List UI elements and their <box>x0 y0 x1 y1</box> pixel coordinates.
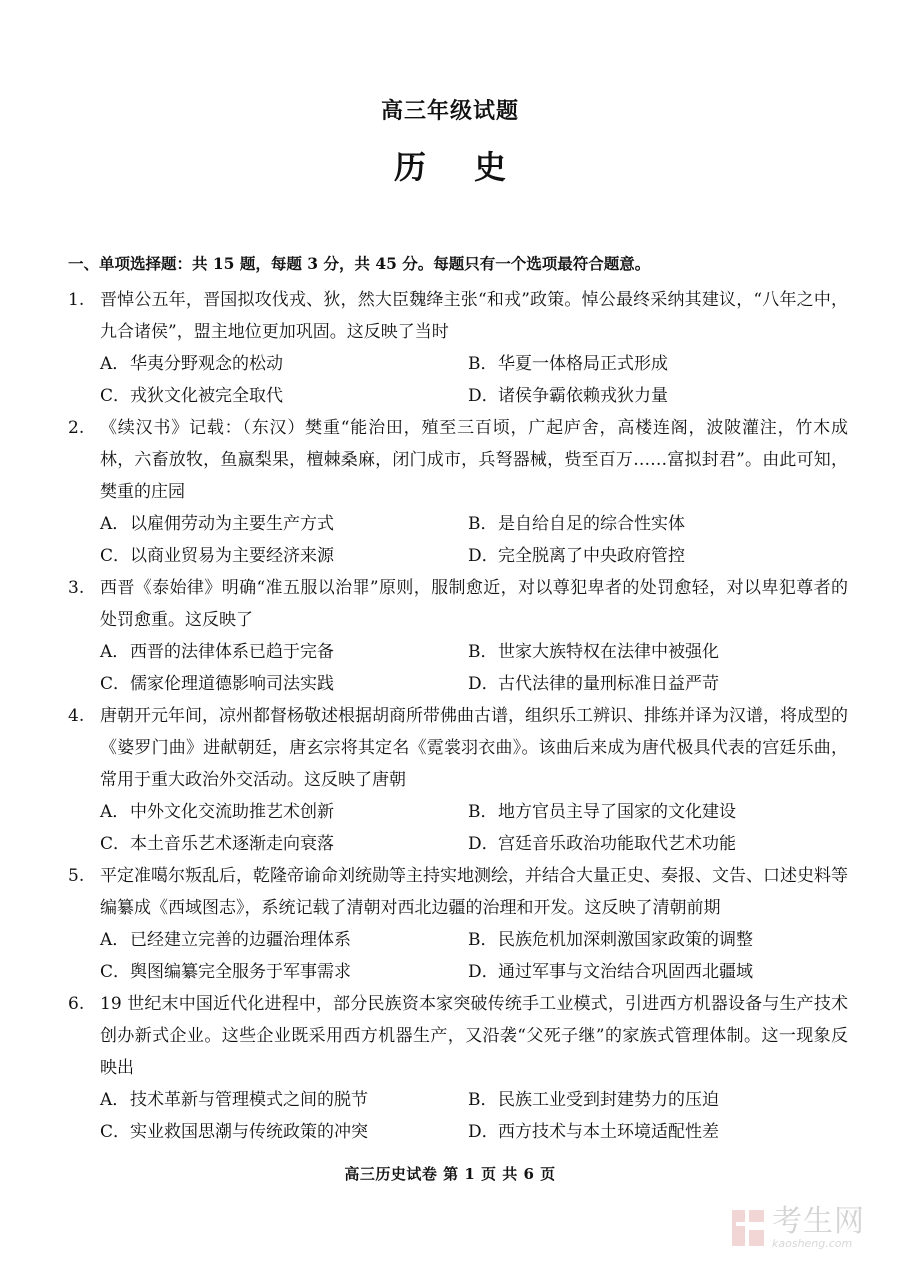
option-letter: D． <box>468 1122 499 1142</box>
option-c <box>100 956 468 988</box>
option-letter: C． <box>100 1122 131 1142</box>
option-list <box>68 636 848 700</box>
option-d <box>468 828 848 860</box>
option-letter: A． <box>100 930 130 950</box>
option-c <box>100 380 468 412</box>
option-text: 宫廷音乐政治功能取代艺术功能 <box>498 834 736 854</box>
option-b <box>468 636 848 668</box>
option-text: 古代法律的量刑标准日益严苛 <box>498 674 719 694</box>
question-stem <box>68 700 848 796</box>
option-a <box>100 924 468 956</box>
option-a <box>100 796 468 828</box>
question-1 <box>68 284 848 412</box>
question-stem <box>68 412 848 508</box>
question-text: 唐朝开元年间，凉州都督杨敬述根据胡商所带佛曲古谱，组织乐工辨识、排练并译为汉谱，将成型的《婆罗门曲》进献朝廷，唐玄宗将其定名《霓裳羽衣曲》。该曲后来成为唐代极具代表的宫廷乐曲，常用于重大政治外交活动。这反映了唐朝 <box>100 706 848 790</box>
option-letter: C． <box>100 674 131 694</box>
option-letter: A． <box>100 514 130 534</box>
option-list <box>68 508 848 572</box>
option-text: 以雇佣劳动为主要生产方式 <box>130 514 334 534</box>
option-letter: B． <box>468 514 498 534</box>
question-number: 3. <box>68 578 85 598</box>
question-2 <box>68 412 848 572</box>
option-a <box>100 348 468 380</box>
option-text: 是自给自足的综合性实体 <box>498 514 685 534</box>
question-number: 4. <box>68 706 85 726</box>
option-d <box>468 956 848 988</box>
option-letter: D． <box>468 386 499 406</box>
option-text: 中外文化交流助推艺术创新 <box>130 802 334 822</box>
option-d <box>468 668 848 700</box>
exam-subtitle: 高三年级试题 <box>380 98 519 124</box>
option-b <box>468 1084 848 1116</box>
question-number: 1. <box>68 290 85 310</box>
exam-title: 历史 <box>393 148 554 186</box>
option-text: 地方官员主导了国家的文化建设 <box>498 802 736 822</box>
option-a <box>100 508 468 540</box>
option-c <box>100 1116 468 1148</box>
option-list <box>68 796 848 860</box>
option-letter: C． <box>100 962 131 982</box>
option-text: 华夷分野观念的松动 <box>130 354 283 374</box>
option-list <box>68 348 848 412</box>
option-letter: A． <box>100 354 130 374</box>
option-text: 已经建立完善的边疆治理体系 <box>130 930 351 950</box>
option-d <box>468 1116 848 1148</box>
option-letter: A． <box>100 802 130 822</box>
option-b <box>468 348 848 380</box>
option-text: 实业救国思潮与传统政策的冲突 <box>130 1122 368 1142</box>
option-text: 技术革新与管理模式之间的脱节 <box>130 1090 368 1110</box>
option-text: 民族危机加深刺激国家政策的调整 <box>498 930 753 950</box>
question-6 <box>68 988 848 1148</box>
option-letter: B． <box>468 930 498 950</box>
option-letter: D． <box>468 962 499 982</box>
option-a <box>100 636 468 668</box>
option-letter: A． <box>100 1090 130 1110</box>
option-b <box>468 508 848 540</box>
option-letter: A． <box>100 642 130 662</box>
option-c <box>100 668 468 700</box>
option-text: 儒家伦理道德影响司法实践 <box>130 674 334 694</box>
question-4 <box>68 700 848 860</box>
option-d <box>468 540 848 572</box>
option-letter: B． <box>468 802 498 822</box>
question-text: 《续汉书》记载：（东汉）樊重“能治田，殖至三百顷，广起庐舍，高楼连阁，波陂灌注，竹木成林，六畜放牧，鱼嬴梨果，檀棘桑麻，闭门成市，兵弩器械，赀至百万……富拟封君”。由此可知，樊重的庄园 <box>100 418 848 502</box>
option-text: 完全脱离了中央政府管控 <box>498 546 685 566</box>
option-a <box>100 1084 468 1116</box>
question-stem <box>68 988 848 1084</box>
option-letter: C． <box>100 546 131 566</box>
watermark-domain: kaosheng.com <box>772 1237 853 1250</box>
option-text: 西晋的法律体系已趋于完备 <box>130 642 334 662</box>
option-list <box>68 924 848 988</box>
question-text: 晋悼公五年，晋国拟攻伐戎、狄，然大臣魏绛主张“和戎”政策。悼公最终采纳其建议，“八年之中，九合诸侯”，盟主地位更加巩固。这反映了当时 <box>100 290 848 342</box>
watermark-text <box>772 1206 865 1250</box>
option-letter: D． <box>468 546 499 566</box>
option-letter: B． <box>468 1090 498 1110</box>
kaosheng-logo-icon <box>730 1208 766 1248</box>
option-c <box>100 828 468 860</box>
page-footer: 高三历史试卷 第 1 页 共 6 页 <box>344 1165 556 1183</box>
section-heading: 一、单项选择题：共 15 题，每题 3 分，共 45 分。每题只有一个选项最符合题意。 <box>68 254 651 273</box>
option-text: 本土音乐艺术逐渐走向衰落 <box>130 834 334 854</box>
option-text: 通过军事与文治结合巩固西北疆域 <box>498 962 753 982</box>
question-list <box>68 284 848 1148</box>
option-letter: C． <box>100 386 131 406</box>
option-text: 舆图编纂完全服务于军事需求 <box>130 962 351 982</box>
option-b <box>468 796 848 828</box>
question-text: 19 世纪末中国近代化进程中，部分民族资本家突破传统手工业模式，引进西方机器设备与生产技术创办新式企业。这些企业既采用西方机器生产，又沿袭“父死子继”的家族式管理体制。这一现象反映出 <box>100 994 848 1078</box>
question-text: 西晋《泰始律》明确“准五服以治罪”原则，服制愈近，对以尊犯卑者的处罚愈轻，对以卑犯尊者的处罚愈重。这反映了 <box>100 578 848 630</box>
option-d <box>468 380 848 412</box>
question-stem <box>68 284 848 348</box>
question-text: 平定准噶尔叛乱后，乾隆帝谕命刘统勋等主持实地测绘，并结合大量正史、奏报、文告、口述史料等编纂成《西域图志》，系统记载了清朝对西北边疆的治理和开发。这反映了清朝前期 <box>100 866 848 918</box>
question-stem <box>68 860 848 924</box>
option-text: 西方技术与本土环境适配性差 <box>498 1122 719 1142</box>
question-stem <box>68 572 848 636</box>
option-b <box>468 924 848 956</box>
option-letter: C． <box>100 834 131 854</box>
option-letter: D． <box>468 674 499 694</box>
option-text: 民族工业受到封建势力的压迫 <box>498 1090 719 1110</box>
question-number: 5. <box>68 866 85 886</box>
option-text: 世家大族特权在法律中被强化 <box>498 642 719 662</box>
option-letter: B． <box>468 354 498 374</box>
question-5 <box>68 860 848 988</box>
option-list <box>68 1084 848 1148</box>
option-text: 华夏一体格局正式形成 <box>498 354 668 374</box>
question-number: 6. <box>68 994 85 1014</box>
option-letter: B． <box>468 642 498 662</box>
option-text: 戎狄文化被完全取代 <box>130 386 283 406</box>
question-number: 2. <box>68 418 85 438</box>
option-letter: D． <box>468 834 499 854</box>
watermark-brand: 考生网 <box>772 1204 865 1239</box>
question-3 <box>68 572 848 700</box>
watermark <box>730 1196 890 1260</box>
option-c <box>100 540 468 572</box>
option-text: 诸侯争霸依赖戎狄力量 <box>498 386 668 406</box>
option-text: 以商业贸易为主要经济来源 <box>130 546 334 566</box>
